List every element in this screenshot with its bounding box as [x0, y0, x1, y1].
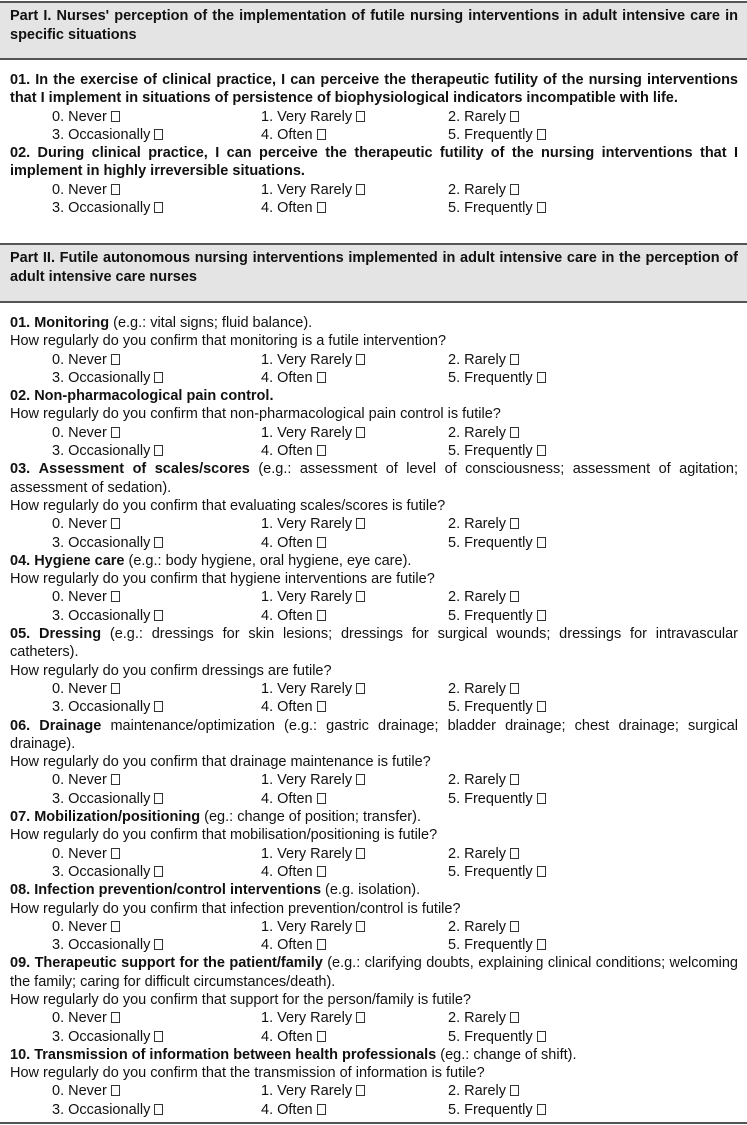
part2-item-10 — [10, 1046, 738, 1119]
option-never[interactable]: 0. Never — [52, 771, 261, 789]
item-question: How regularly do you confirm that drainage maintenance is futile? — [10, 754, 431, 771]
part2-item-4 — [10, 552, 738, 625]
checkbox-icon[interactable] — [356, 774, 365, 785]
checkbox-icon[interactable] — [317, 372, 326, 383]
bottom-rule — [0, 1122, 747, 1124]
option-occasionally[interactable]: 3. Occasionally — [52, 442, 261, 460]
option-occasionally[interactable]: 3. Occasionally — [52, 126, 261, 144]
part2-items — [0, 314, 747, 1119]
item-heading — [10, 808, 738, 826]
item-question: How regularly do you confirm that evaluating scales/scores is futile? — [10, 497, 446, 514]
checkbox-icon[interactable] — [537, 372, 546, 383]
item-number: 10. — [10, 1046, 31, 1063]
option-never[interactable]: 0. Never — [52, 680, 261, 698]
item-examples: (e.g.: vital signs; fluid balance). — [109, 315, 313, 331]
checkbox-icon[interactable] — [154, 372, 163, 383]
item-heading — [10, 1046, 738, 1064]
answer-options — [10, 918, 738, 955]
item-heading — [10, 314, 738, 332]
option-often[interactable]: 4. Often — [261, 1101, 448, 1119]
option-very-rarely[interactable]: 1. Very Rarely — [261, 424, 448, 442]
option-rarely[interactable]: 2. Rarely — [448, 424, 648, 442]
part2-item-1 — [10, 314, 738, 387]
part2-header-rule — [0, 301, 747, 303]
checkbox-icon[interactable] — [356, 591, 365, 602]
answer-options — [10, 771, 738, 808]
part1-header-rule — [0, 58, 747, 60]
option-frequently[interactable]: 5. Frequently — [448, 936, 648, 954]
option-frequently[interactable]: 5. Frequently — [448, 698, 648, 716]
checkbox-icon[interactable] — [356, 1012, 365, 1023]
checkbox-icon[interactable] — [317, 866, 326, 877]
checkbox-icon[interactable] — [510, 427, 519, 438]
checkbox-icon[interactable] — [111, 518, 120, 529]
question-text: 02. During clinical practice, I can perceive the therapeutic futility of the nursing interventions that I implement in highly irreversible situations. — [10, 145, 738, 180]
option-often[interactable]: 4. Often — [261, 698, 448, 716]
item-heading — [10, 460, 738, 497]
checkbox-icon[interactable] — [356, 921, 365, 932]
option-never[interactable]: 0. Never — [52, 918, 261, 936]
option-very-rarely[interactable]: 1. Very Rarely — [261, 181, 448, 199]
option-occasionally[interactable]: 3. Occasionally — [52, 936, 261, 954]
item-number: 01. — [10, 315, 31, 331]
checkbox-icon[interactable] — [111, 1012, 120, 1023]
checkbox-icon[interactable] — [356, 518, 365, 529]
option-never[interactable]: 0. Never — [52, 351, 261, 369]
item-title: Dressing — [39, 626, 102, 643]
option-often[interactable]: 4. Often — [261, 1028, 448, 1046]
option-occasionally[interactable]: 3. Occasionally — [52, 607, 261, 625]
item-title: Therapeutic support for the patient/family — [34, 955, 323, 972]
item-title: Mobilization/positioning — [34, 809, 201, 826]
item-heading — [10, 625, 738, 662]
checkbox-icon[interactable] — [537, 701, 546, 712]
option-very-rarely[interactable]: 1. Very Rarely — [261, 918, 448, 936]
checkbox-icon[interactable] — [154, 610, 163, 621]
checkbox-icon[interactable] — [537, 1031, 546, 1042]
checkbox-icon[interactable] — [154, 202, 163, 213]
option-rarely[interactable]: 2. Rarely — [448, 1009, 648, 1027]
checkbox-icon[interactable] — [154, 445, 163, 456]
option-never[interactable]: 0. Never — [52, 181, 261, 199]
item-examples: (e.g. isolation). — [321, 882, 421, 899]
item-question: How regularly do you confirm that non-pharmacological pain control is futile? — [10, 406, 501, 423]
item-number: 04. — [10, 552, 31, 569]
checkbox-icon[interactable] — [111, 774, 120, 785]
option-very-rarely[interactable]: 1. Very Rarely — [261, 1082, 448, 1100]
checkbox-icon[interactable] — [111, 111, 120, 122]
item-title: Non-pharmacological pain control. — [34, 388, 274, 405]
checkbox-icon[interactable] — [510, 111, 519, 122]
item-heading — [10, 954, 738, 991]
option-often[interactable]: 4. Often — [261, 607, 448, 625]
checkbox-icon[interactable] — [154, 1031, 163, 1042]
option-often[interactable]: 4. Often — [261, 790, 448, 808]
item-number: 05. — [10, 626, 31, 643]
checkbox-icon[interactable] — [154, 537, 163, 548]
item-question: How regularly do you confirm dressings are futile? — [10, 662, 332, 679]
item-heading — [10, 552, 738, 570]
checkbox-icon[interactable] — [510, 683, 519, 694]
option-occasionally[interactable]: 3. Occasionally — [52, 369, 261, 387]
checkbox-icon[interactable] — [510, 848, 519, 859]
item-number: 08. — [10, 882, 31, 899]
option-rarely[interactable]: 2. Rarely — [448, 515, 648, 533]
option-often[interactable]: 4. Often — [261, 863, 448, 881]
checkbox-icon[interactable] — [154, 1104, 163, 1115]
checkbox-icon[interactable] — [317, 129, 326, 140]
option-often[interactable]: 4. Often — [261, 369, 448, 387]
option-occasionally[interactable]: 3. Occasionally — [52, 1028, 261, 1046]
checkbox-icon[interactable] — [317, 939, 326, 950]
option-rarely[interactable]: 2. Rarely — [448, 181, 648, 199]
checkbox-icon[interactable] — [111, 591, 120, 602]
item-question: How regularly do you confirm that support for the person/family is futile? — [10, 991, 471, 1008]
checkbox-icon[interactable] — [111, 848, 120, 859]
answer-options — [10, 845, 738, 882]
item-title: Hygiene care — [34, 552, 125, 569]
checkbox-icon[interactable] — [356, 683, 365, 694]
answer-options — [10, 1082, 738, 1119]
checkbox-icon[interactable] — [537, 939, 546, 950]
option-frequently[interactable]: 5. Frequently — [448, 1101, 648, 1119]
item-heading — [10, 717, 738, 754]
item-heading — [10, 387, 738, 405]
checkbox-icon[interactable] — [537, 537, 546, 548]
option-frequently[interactable]: 5. Frequently — [448, 369, 648, 387]
option-frequently[interactable]: 5. Frequently — [448, 863, 648, 881]
checkbox-icon[interactable] — [537, 610, 546, 621]
checkbox-icon[interactable] — [111, 921, 120, 932]
option-very-rarely[interactable]: 1. Very Rarely — [261, 588, 448, 606]
answer-options — [10, 424, 738, 461]
checkbox-icon[interactable] — [154, 866, 163, 877]
checkbox-icon[interactable] — [317, 1104, 326, 1115]
item-number: 03. — [10, 461, 31, 478]
option-never[interactable]: 0. Never — [52, 845, 261, 863]
item-title: Assessment of scales/scores — [38, 461, 250, 478]
option-very-rarely[interactable]: 1. Very Rarely — [261, 108, 448, 126]
option-occasionally[interactable]: 3. Occasionally — [52, 1101, 261, 1119]
option-often[interactable]: 4. Often — [261, 534, 448, 552]
option-occasionally[interactable]: 3. Occasionally — [52, 863, 261, 881]
part2-item-8 — [10, 881, 738, 954]
option-very-rarely[interactable]: 1. Very Rarely — [261, 771, 448, 789]
answer-options — [10, 108, 738, 145]
answer-options — [10, 351, 738, 388]
checkbox-icon[interactable] — [154, 129, 163, 140]
option-occasionally[interactable]: 3. Occasionally — [52, 698, 261, 716]
option-often[interactable]: 4. Often — [261, 126, 448, 144]
option-often[interactable]: 4. Often — [261, 442, 448, 460]
checkbox-icon[interactable] — [510, 1085, 519, 1096]
checkbox-icon[interactable] — [537, 445, 546, 456]
checkbox-icon[interactable] — [111, 354, 120, 365]
part1-question-1 — [0, 71, 747, 217]
checkbox-icon[interactable] — [317, 537, 326, 548]
checkbox-icon[interactable] — [356, 111, 365, 122]
checkbox-icon[interactable] — [111, 184, 120, 195]
option-very-rarely[interactable]: 1. Very Rarely — [261, 351, 448, 369]
option-never[interactable]: 0. Never — [52, 588, 261, 606]
item-question: How regularly do you confirm that hygiene interventions are futile? — [10, 571, 435, 588]
option-frequently[interactable]: 5. Frequently — [448, 442, 648, 460]
option-occasionally[interactable]: 3. Occasionally — [52, 199, 261, 217]
item-examples: (e.g.: clarifying doubts, explaining clinical conditions; welcoming the family; caring for difficult circumstances/death). — [10, 955, 738, 990]
checkbox-icon[interactable] — [356, 427, 365, 438]
checkbox-icon[interactable] — [317, 610, 326, 621]
checkbox-icon[interactable] — [317, 793, 326, 804]
item-question: How regularly do you confirm that monitoring is a futile intervention? — [10, 333, 447, 350]
answer-options — [10, 515, 738, 552]
option-rarely[interactable]: 2. Rarely — [448, 845, 648, 863]
item-examples: (eg.: change of shift). — [436, 1046, 577, 1063]
part2-item-6 — [10, 717, 738, 808]
checkbox-icon[interactable] — [356, 354, 365, 365]
option-rarely[interactable]: 2. Rarely — [448, 771, 648, 789]
part2-header: Part II. Futile autonomous nursing interventions implemented in adult intensive care in the perception of adult intensive care nurses — [0, 245, 747, 301]
option-rarely[interactable]: 2. Rarely — [448, 918, 648, 936]
checkbox-icon[interactable] — [537, 129, 546, 140]
checkbox-icon[interactable] — [111, 427, 120, 438]
part1-header: Part I. Nurses' perception of the implementation of futile nursing interventions in adult intensive care in specific situations — [0, 3, 747, 58]
item-number: 06. — [10, 717, 31, 734]
checkbox-icon[interactable] — [154, 939, 163, 950]
item-title: Drainage — [39, 717, 102, 734]
item-number: 02. — [10, 388, 31, 405]
checkbox-icon[interactable] — [510, 1012, 519, 1023]
item-heading — [10, 881, 738, 899]
option-occasionally[interactable]: 3. Occasionally — [52, 790, 261, 808]
option-rarely[interactable]: 2. Rarely — [448, 588, 648, 606]
item-title: Monitoring — [34, 315, 110, 331]
answer-options — [10, 181, 738, 218]
item-question: How regularly do you confirm that mobilisation/positioning is futile? — [10, 827, 438, 844]
option-never[interactable]: 0. Never — [52, 1009, 261, 1027]
option-occasionally[interactable]: 3. Occasionally — [52, 534, 261, 552]
part2-item-2 — [10, 387, 738, 460]
checkbox-icon[interactable] — [356, 848, 365, 859]
part2-item-3 — [10, 460, 738, 551]
checkbox-icon[interactable] — [510, 591, 519, 602]
option-often[interactable]: 4. Often — [261, 199, 448, 217]
option-very-rarely[interactable]: 1. Very Rarely — [261, 515, 448, 533]
option-rarely[interactable]: 2. Rarely — [448, 108, 648, 126]
option-frequently[interactable]: 5. Frequently — [448, 534, 648, 552]
option-often[interactable]: 4. Often — [261, 936, 448, 954]
option-frequently[interactable]: 5. Frequently — [448, 790, 648, 808]
option-very-rarely[interactable]: 1. Very Rarely — [261, 680, 448, 698]
checkbox-icon[interactable] — [356, 184, 365, 195]
option-frequently[interactable]: 5. Frequently — [448, 199, 648, 217]
checkbox-icon[interactable] — [510, 518, 519, 529]
option-frequently[interactable]: 5. Frequently — [448, 607, 648, 625]
checkbox-icon[interactable] — [154, 701, 163, 712]
option-never[interactable]: 0. Never — [52, 515, 261, 533]
answer-options — [10, 588, 738, 625]
checkbox-icon[interactable] — [510, 184, 519, 195]
option-very-rarely[interactable]: 1. Very Rarely — [261, 845, 448, 863]
checkbox-icon[interactable] — [317, 701, 326, 712]
item-examples: (e.g.: assessment of level of consciousness; assessment of agitation; assessment of sedation). — [10, 461, 738, 496]
part2-item-7 — [10, 808, 738, 881]
item-examples: maintenance/optimization (e.g.: gastric drainage; bladder drainage; chest drainage; surgical drainage). — [10, 717, 738, 752]
question-text: 01. In the exercise of clinical practice, I can perceive the therapeutic futility of the nursing interventions that I implement in situations of persistence of biophysiological indicators incompatible with life. — [10, 72, 738, 107]
item-examples: (e.g.: dressings for skin lesions; dressings for surgical wounds; dressings for intravascular catheters). — [10, 626, 738, 661]
option-frequently[interactable]: 5. Frequently — [448, 1028, 648, 1046]
item-number: 09. — [10, 955, 31, 972]
item-title: Infection prevention/control interventions — [34, 882, 322, 899]
option-rarely[interactable]: 2. Rarely — [448, 351, 648, 369]
option-rarely[interactable]: 2. Rarely — [448, 1082, 648, 1100]
checkbox-icon[interactable] — [356, 1085, 365, 1096]
part2-item-5 — [10, 625, 738, 716]
checkbox-icon[interactable] — [317, 445, 326, 456]
answer-options — [10, 680, 738, 717]
checkbox-icon[interactable] — [510, 921, 519, 932]
answer-options — [10, 1009, 738, 1046]
checkbox-icon[interactable] — [317, 202, 326, 213]
checkbox-icon[interactable] — [154, 793, 163, 804]
checkbox-icon[interactable] — [537, 1104, 546, 1115]
item-title: Transmission of information between health professionals — [34, 1046, 437, 1063]
option-never[interactable]: 0. Never — [52, 424, 261, 442]
checkbox-icon[interactable] — [317, 1031, 326, 1042]
item-question: How regularly do you confirm that infection prevention/control is futile? — [10, 900, 461, 917]
item-number: 07. — [10, 809, 31, 826]
checkbox-icon[interactable] — [111, 683, 120, 694]
option-very-rarely[interactable]: 1. Very Rarely — [261, 1009, 448, 1027]
checkbox-icon[interactable] — [537, 793, 546, 804]
checkbox-icon[interactable] — [537, 202, 546, 213]
checkbox-icon[interactable] — [510, 774, 519, 785]
checkbox-icon[interactable] — [510, 354, 519, 365]
item-examples: (e.g.: body hygiene, oral hygiene, eye care). — [124, 552, 412, 569]
option-never[interactable]: 0. Never — [52, 108, 261, 126]
item-question: How regularly do you confirm that the transmission of information is futile? — [10, 1065, 485, 1082]
checkbox-icon[interactable] — [111, 1085, 120, 1096]
option-frequently[interactable]: 5. Frequently — [448, 126, 648, 144]
item-examples: (eg.: change of position; transfer). — [200, 809, 421, 826]
part2-item-9 — [10, 954, 738, 1045]
checkbox-icon[interactable] — [537, 866, 546, 877]
option-never[interactable]: 0. Never — [52, 1082, 261, 1100]
option-rarely[interactable]: 2. Rarely — [448, 680, 648, 698]
